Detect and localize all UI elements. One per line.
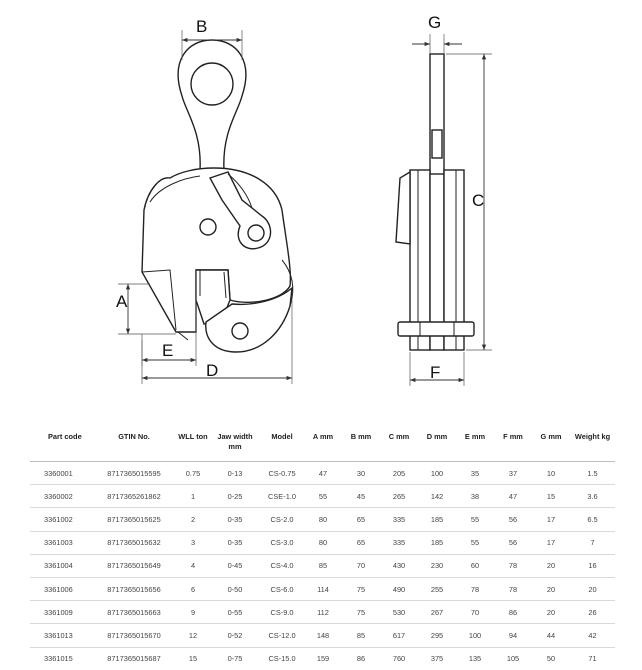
side-view	[396, 13, 492, 386]
pivot-pin	[200, 219, 216, 235]
cell-d: 295	[418, 624, 456, 647]
cell-b: 65	[342, 531, 380, 554]
cell-f: 78	[494, 554, 532, 577]
cell-wll: 3	[176, 531, 210, 554]
cell-b: 86	[342, 647, 380, 670]
cell-weight: 26	[570, 601, 615, 624]
header-e: E mm	[464, 432, 486, 441]
cell-weight: 7	[570, 531, 615, 554]
cell-d: 185	[418, 531, 456, 554]
cell-f: 56	[494, 531, 532, 554]
table-row	[30, 601, 615, 624]
cell-f: 86	[494, 601, 532, 624]
cell-c: 205	[380, 462, 418, 485]
dimension-g	[412, 13, 462, 54]
cell-c: 617	[380, 624, 418, 647]
cell-part-code: 3361006	[30, 577, 92, 600]
cell-weight: 1.5	[570, 462, 615, 485]
table-row	[30, 577, 615, 600]
cell-part-code: 3361013	[30, 624, 92, 647]
label-e: E	[162, 341, 174, 360]
label-c: C	[472, 191, 485, 210]
label-d: D	[206, 361, 219, 380]
cell-wll: 0.75	[176, 462, 210, 485]
cell-b: 45	[342, 485, 380, 508]
cell-g: 50	[532, 647, 570, 670]
cell-weight: 71	[570, 647, 615, 670]
shackle-plate	[430, 54, 444, 180]
table-row	[30, 647, 615, 670]
cell-part-code: 3360002	[30, 485, 92, 508]
table-row	[30, 624, 615, 647]
cell-gtin: 8717365015670	[92, 624, 176, 647]
label-a: A	[116, 292, 128, 311]
cell-d: 100	[418, 462, 456, 485]
table-row	[30, 462, 615, 485]
cell-b: 85	[342, 624, 380, 647]
cell-gtin: 8717365015656	[92, 577, 176, 600]
cell-model: CS-3.0	[260, 531, 304, 554]
cell-b: 70	[342, 554, 380, 577]
cell-jaw-width: 0-75	[210, 647, 260, 670]
cell-part-code: 3361015	[30, 647, 92, 670]
cell-a: 80	[304, 531, 342, 554]
cell-f: 105	[494, 647, 532, 670]
header-f: F mm	[503, 432, 523, 441]
cell-a: 114	[304, 577, 342, 600]
cell-g: 17	[532, 531, 570, 554]
cell-d: 142	[418, 485, 456, 508]
cell-b: 65	[342, 508, 380, 531]
table-row	[30, 508, 615, 531]
header-jaw-width: Jaw width mm	[217, 432, 253, 451]
cell-gtin: 8717365015687	[92, 647, 176, 670]
cell-weight: 3.6	[570, 485, 615, 508]
cell-weight: 42	[570, 624, 615, 647]
cell-model: CS-4.0	[260, 554, 304, 577]
cell-jaw-width: 0-52	[210, 624, 260, 647]
cell-gtin: 8717365015595	[92, 462, 176, 485]
cell-g: 20	[532, 577, 570, 600]
cell-gtin: 8717365015663	[92, 601, 176, 624]
cell-e: 35	[456, 462, 494, 485]
cell-wll: 4	[176, 554, 210, 577]
cell-f: 47	[494, 485, 532, 508]
cell-gtin: 8717365261862	[92, 485, 176, 508]
header-part-code: Part code	[48, 432, 82, 441]
cell-a: 148	[304, 624, 342, 647]
cell-f: 37	[494, 462, 532, 485]
cell-jaw-width: 0-35	[210, 531, 260, 554]
cell-a: 47	[304, 462, 342, 485]
cell-model: CS-2.0	[260, 508, 304, 531]
cell-c: 265	[380, 485, 418, 508]
cell-wll: 1	[176, 485, 210, 508]
cell-wll: 9	[176, 601, 210, 624]
cell-jaw-width: 0-55	[210, 601, 260, 624]
cell-b: 75	[342, 601, 380, 624]
cell-g: 20	[532, 554, 570, 577]
cell-c: 530	[380, 601, 418, 624]
cell-model: CS-12.0	[260, 624, 304, 647]
cell-jaw-width: 0-50	[210, 577, 260, 600]
cell-g: 17	[532, 508, 570, 531]
cell-e: 100	[456, 624, 494, 647]
cell-f: 94	[494, 624, 532, 647]
cell-a: 159	[304, 647, 342, 670]
cell-weight: 6.5	[570, 508, 615, 531]
cell-model: CS-9.0	[260, 601, 304, 624]
table-row	[30, 485, 615, 508]
cell-jaw-width: 0-35	[210, 508, 260, 531]
front-view	[116, 17, 293, 384]
cell-gtin: 8717365015625	[92, 508, 176, 531]
cell-e: 38	[456, 485, 494, 508]
label-f: F	[430, 363, 441, 382]
header-model: Model	[271, 432, 293, 441]
cell-e: 135	[456, 647, 494, 670]
cell-wll: 2	[176, 508, 210, 531]
side-pin	[398, 322, 474, 336]
label-b: B	[196, 17, 208, 36]
header-c: C mm	[388, 432, 410, 441]
specification-table	[30, 430, 615, 670]
cell-jaw-width: 0-13	[210, 462, 260, 485]
cell-weight: 16	[570, 554, 615, 577]
cell-b: 30	[342, 462, 380, 485]
header-gtin: GTIN No.	[118, 432, 150, 441]
cell-f: 56	[494, 508, 532, 531]
cell-wll: 6	[176, 577, 210, 600]
cell-c: 335	[380, 531, 418, 554]
cell-model: CSE-1.0	[260, 485, 304, 508]
cell-part-code: 3361009	[30, 601, 92, 624]
cell-c: 760	[380, 647, 418, 670]
header-a: A mm	[312, 432, 334, 441]
cell-d: 230	[418, 554, 456, 577]
cell-weight: 20	[570, 577, 615, 600]
header-g: G mm	[540, 432, 562, 441]
cell-d: 375	[418, 647, 456, 670]
cell-part-code: 3360001	[30, 462, 92, 485]
cell-part-code: 3361002	[30, 508, 92, 531]
cell-jaw-width: 0-45	[210, 554, 260, 577]
lower-pin	[232, 323, 248, 339]
cell-model: CS-15.0	[260, 647, 304, 670]
cell-part-code: 3361004	[30, 554, 92, 577]
cell-wll: 15	[176, 647, 210, 670]
cell-g: 15	[532, 485, 570, 508]
cell-e: 60	[456, 554, 494, 577]
cell-d: 255	[418, 577, 456, 600]
header-b: B mm	[350, 432, 372, 441]
cell-a: 85	[304, 554, 342, 577]
lever-pin	[248, 225, 264, 241]
cell-e: 55	[456, 508, 494, 531]
cell-a: 55	[304, 485, 342, 508]
cell-b: 75	[342, 577, 380, 600]
cell-e: 55	[456, 531, 494, 554]
cell-jaw-width: 0-25	[210, 485, 260, 508]
cell-a: 80	[304, 508, 342, 531]
cell-g: 10	[532, 462, 570, 485]
cell-part-code: 3361003	[30, 531, 92, 554]
table-row	[30, 554, 615, 577]
cell-model: CS-6.0	[260, 577, 304, 600]
cell-wll: 12	[176, 624, 210, 647]
header-wll: WLL ton	[178, 432, 208, 441]
cell-c: 430	[380, 554, 418, 577]
header-weight: Weight kg	[574, 432, 611, 441]
cell-d: 185	[418, 508, 456, 531]
header-d: D mm	[426, 432, 448, 441]
cell-e: 78	[456, 577, 494, 600]
table-row	[30, 531, 615, 554]
cell-d: 267	[418, 601, 456, 624]
cell-gtin: 8717365015632	[92, 531, 176, 554]
cell-f: 78	[494, 577, 532, 600]
cell-e: 70	[456, 601, 494, 624]
table-header-row	[30, 430, 615, 462]
label-g: G	[428, 13, 442, 32]
cell-c: 490	[380, 577, 418, 600]
cell-model: CS-0.75	[260, 462, 304, 485]
cell-g: 20	[532, 601, 570, 624]
table-body	[30, 462, 615, 670]
cell-a: 112	[304, 601, 342, 624]
cell-g: 44	[532, 624, 570, 647]
cell-gtin: 8717365015649	[92, 554, 176, 577]
cell-c: 335	[380, 508, 418, 531]
lever-housing	[396, 172, 410, 244]
shackle-hole	[191, 63, 233, 105]
dimension-f	[410, 352, 464, 386]
